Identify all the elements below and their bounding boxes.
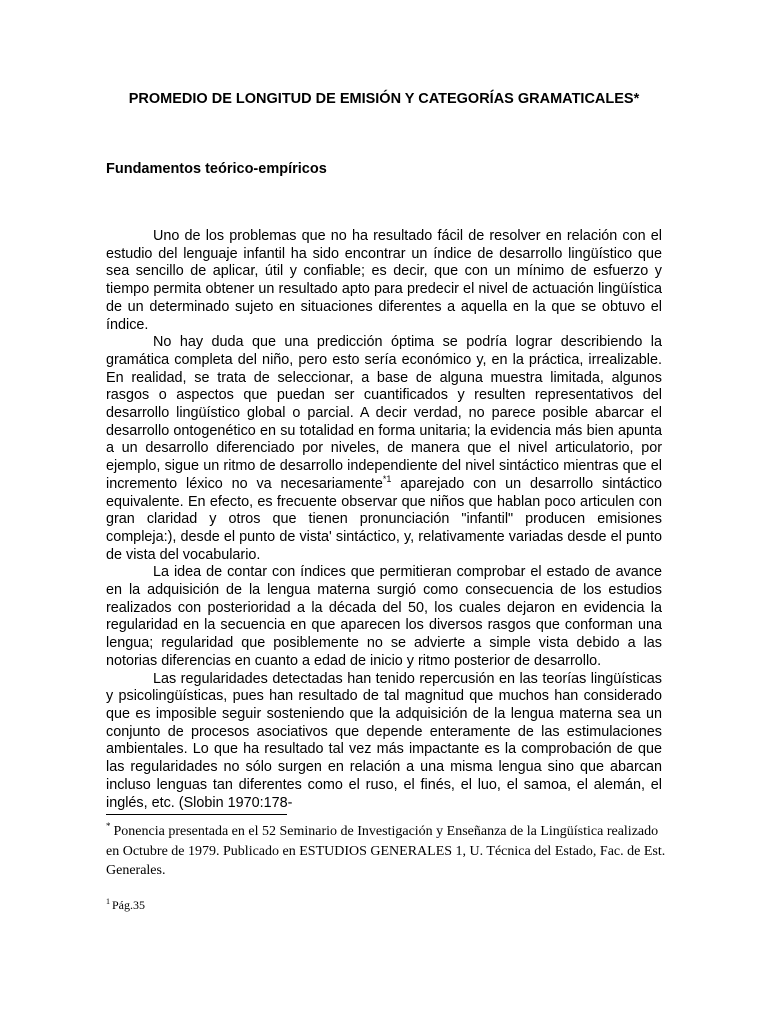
paragraph-3: La idea de contar con índices que permitieran comprobar el estado de avance en la adquisición de la lengua materna surgió como consecuencia de los estudios realizados con posterioridad a la década del 50, los cuales dejaron en evidencia la regularidad en la secuencia en que aparecen los diversos rasgos que conforman una lengua; regularidad que posiblemente no se advierte a simple vista debido a las notorias diferencias en cuanto a edad de inicio y ritmo posterior de desarrollo. (106, 564, 662, 669)
footnote-2-marker: 1 (106, 896, 110, 906)
footnote-1 (106, 822, 666, 881)
footnote-1-text: Ponencia presentada en el 52 Seminario de Investigación y Enseñanza de la Lingüística realizado en Octubre de 1979. Publicado en ESTUDIOS GENERALES 1, U. Técnica del Estado, Fac. de Est. Generales. (106, 824, 666, 878)
footnotes (106, 822, 666, 915)
paragraph-2 (106, 334, 662, 564)
paragraph-2-continuation: aparejado con un desarrollo sintáctico equivalente. En efecto, es frecuente observar que niños que hablan poco articulen con gran claridad y otros que tienen pronunciación "infantil" producen emisiones compleja:), desde el punto de vista' sintáctico, y, relativamente variadas desde el punto de vista del vocabulario. (106, 475, 662, 563)
paragraph-4: Las regularidades detectadas han tenido repercusión en las teorías lingüísticas y psicolingüísticas, pues han resultado de tal magnitud que muchos han considerado que es imposible seguir sosteniendo que la adquisición de la lengua materna sea un conjunto de procesos asociativos que depende enteramente de las estimulaciones ambientales. Lo que ha resultado tal vez más impactante es la comprobación de que las regularidades no sólo surgen en relación a una misma lengua sino que abarcan incluso lenguas tan diferentes como el ruso, el finés, el luo, el samoa, el alemán, el inglés, etc. (Slobin 1970:178- (106, 670, 662, 811)
section-heading: Fundamentos teórico-empíricos (106, 161, 327, 177)
footnote-reference: *1 (382, 473, 392, 484)
paragraph-2-text: No hay duda que una predicción óptima se podría lograr describiendo la gramática completa del niño, pero esto sería económico y, en la práctica, irrealizable. En realidad, se trata de seleccionar, a base de alguna muestra limitada, algunos rasgos o aspectos que puedan ser cuantificados y resulten representativos del desarrollo lingüístico global o parcial. A decir verdad, no parece posible abarcar el desarrollo ontogenético en su totalidad en forma unitaria; la evidencia más bien apunta a un desarrollo diferenciado por niveles, de manera que el nivel articulatorio, por ejemplo, sigue un ritmo de desarrollo independiente del nivel sintáctico mientras que el incremento léxico no va necesariamente (106, 334, 662, 492)
footnote-2-text: Pág.35 (112, 897, 145, 912)
footnote-1-marker: * (106, 821, 111, 831)
body-text (106, 228, 662, 812)
footnote-2 (106, 896, 666, 916)
document-title: PROMEDIO DE LONGITUD DE EMISIÓN Y CATEGORÍAS GRAMATICALES* (128, 91, 640, 107)
footnote-divider (106, 814, 287, 815)
paragraph-1: Uno de los problemas que no ha resultado fácil de resolver en relación con el estudio del lenguaje infantil ha sido encontrar un índice de desarrollo lingüístico que sea sencillo de aplicar, útil y confiable; es decir, que con un mínimo de esfuerzo y tiempo permita obtener un resultado apto para predecir el nivel de actuación lingüística de un determinado sujeto en situaciones diferentes a aquella en la que se obtuvo el índice. (106, 228, 662, 333)
